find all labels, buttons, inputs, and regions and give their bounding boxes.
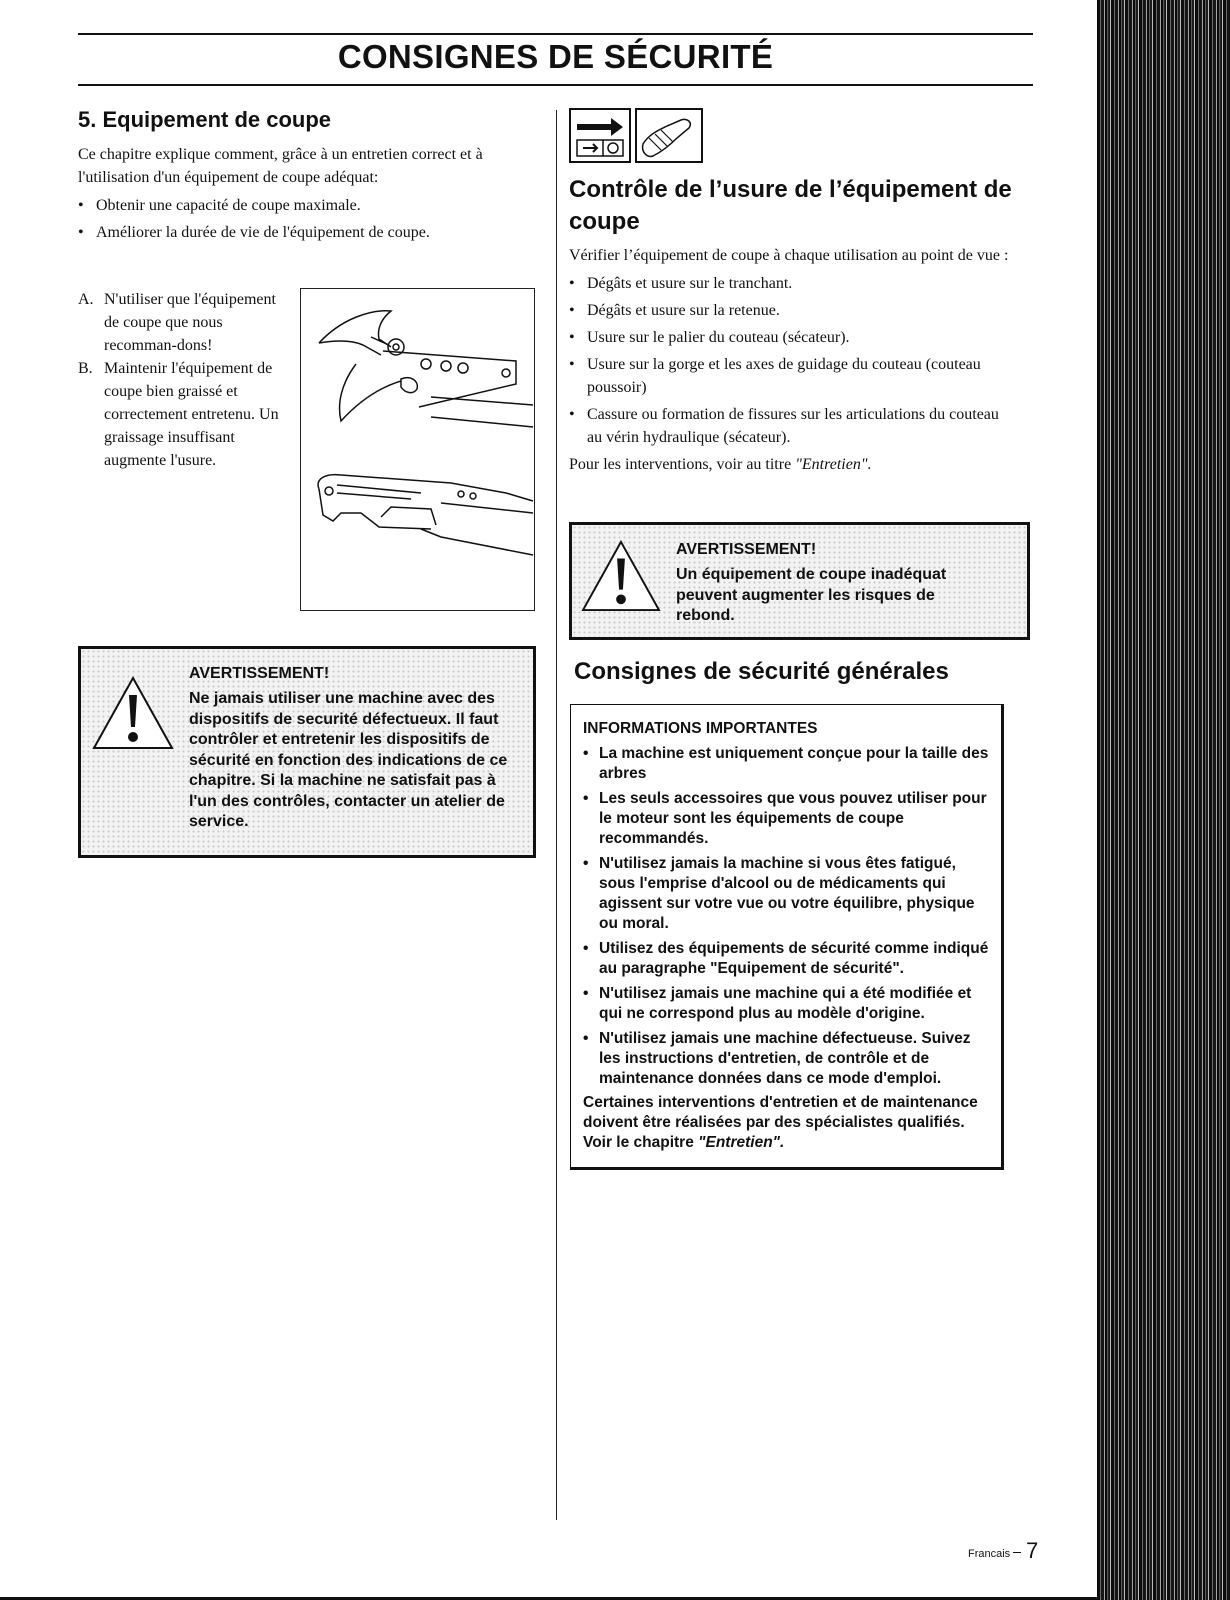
instruction-text: Maintenir l'équipement de coupe bien graissé et correctement entretenu. Un graissage insuffisant augmente l'usure. xyxy=(104,360,279,469)
column-divider xyxy=(556,110,557,1520)
warning-box-safety-devices xyxy=(78,646,536,858)
header-rule-bottom xyxy=(78,84,1033,86)
pruner-drawing xyxy=(301,289,534,610)
right-intro-block xyxy=(569,244,1014,476)
list-item: • Usure sur le palier du couteau (sécateur). xyxy=(569,326,1014,349)
left-intro: Ce chapitre explique comment, grâce à un entretien correct et à l'utilisation d'un équipement de coupe adéquat: xyxy=(78,146,483,186)
warning-title: AVERTISSEMENT! xyxy=(189,665,330,682)
instruction-b xyxy=(78,357,283,472)
list-item: • Obtenir une capacité de coupe maximale. xyxy=(78,194,538,217)
section-title-general-safety: Consignes de sécurité générales xyxy=(574,658,949,685)
footer-language: Francais xyxy=(968,1548,1011,1560)
warning-text: Ne jamais utiliser une machine avec des dispositifs de securité défectueux. Il faut contrôler et entretenir les dispositifs de sécurité en fonction des indications de ce chapitre. Si la machine ne satisfait pas à l'un des contrôles, contacter un atelier de service. xyxy=(189,690,508,830)
cutting-tool-illustration xyxy=(300,288,535,611)
list-item: • N'utilisez jamais une machine défectueuse. Suivez les instructions d'entretien, de contrôle et de maintenance données dans ce mode d'emploi. xyxy=(583,1029,993,1089)
section-title-cutting-equipment: 5. Equipement de coupe xyxy=(78,107,332,132)
maintenance-symbols-icon xyxy=(569,108,705,164)
list-item: • Usure sur la gorge et les axes de guidage du couteau (couteau poussoir) xyxy=(569,353,1014,399)
info-closing-reference: "Entretien". xyxy=(698,1134,785,1151)
instruction-letter: B. xyxy=(78,360,93,377)
list-item: • La machine est uniquement conçue pour la taille des arbres xyxy=(583,744,993,784)
lettered-instructions xyxy=(78,288,283,472)
list-item: • Les seuls accessoires que vous pouvez utiliser pour le moteur sont les équipements de coupe recommandés. xyxy=(583,789,993,849)
header-rule-top xyxy=(78,33,1033,35)
warning-triangle-icon xyxy=(580,539,662,613)
reference-title: "Entretien". xyxy=(795,456,872,473)
reference-line xyxy=(569,453,1014,476)
warning-box-kickback xyxy=(569,522,1030,640)
instruction-text: N'utiliser que l'équipement de coupe que nous recomman-dons! xyxy=(104,291,276,354)
list-item: • Dégâts et usure sur la retenue. xyxy=(569,299,1014,322)
info-bullet-list xyxy=(583,744,993,1089)
warning-text: Un équipement de coupe inadéquat peuvent augmenter les risques de rebond. xyxy=(676,566,947,624)
warning-triangle-icon xyxy=(91,675,175,751)
page-number: 7 xyxy=(1026,1538,1039,1563)
list-item: • N'utilisez jamais la machine si vous êtes fatigué, sous l'emprise d'alcool ou de médicaments qui agissent sur votre vue ou votre équilibre, physique ou moral. xyxy=(583,854,993,934)
warning-title: AVERTISSEMENT! xyxy=(676,541,817,558)
list-item: • Dégâts et usure sur le tranchant. xyxy=(569,272,1014,295)
info-closing-text: Certaines interventions d'entretien et de maintenance doivent être réalisées par des spécialistes qualifiés. Voir le chapitre xyxy=(583,1094,978,1151)
important-info-content xyxy=(583,719,993,1153)
left-intro-block xyxy=(78,143,538,244)
instruction-letter: A. xyxy=(78,291,94,308)
info-closing xyxy=(583,1093,993,1153)
list-item: • Cassure ou formation de fissures sur les articulations du couteau au vérin hydraulique (sécateur). xyxy=(569,403,1014,449)
list-item: • N'utilisez jamais une machine qui a été modifiée et qui ne correspond plus au modèle d'origine. xyxy=(583,984,993,1024)
instruction-a xyxy=(78,288,283,357)
footer-dash xyxy=(1013,1552,1021,1553)
right-bullet-list xyxy=(569,272,1014,449)
list-item: • Améliorer la durée de vie de l'équipement de coupe. xyxy=(78,221,538,244)
right-intro: Vérifier l’équipement de coupe à chaque utilisation au point de vue : xyxy=(569,247,1009,264)
scan-binding-edge xyxy=(1097,0,1230,1600)
reference-prefix: Pour les interventions, voir au titre xyxy=(569,456,796,473)
info-heading: INFORMATIONS IMPORTANTES xyxy=(583,720,818,737)
list-item: • Utilisez des équipements de sécurité comme indiqué au paragraphe "Equipement de sécurité". xyxy=(583,939,993,979)
section-title-wear-check: Contrôle de l’usure de l’équipement de coupe xyxy=(569,176,1012,235)
important-info-box xyxy=(570,704,1004,1170)
left-bullet-list xyxy=(78,194,538,244)
page-title: CONSIGNES DE SÉCURITÉ xyxy=(337,38,774,75)
